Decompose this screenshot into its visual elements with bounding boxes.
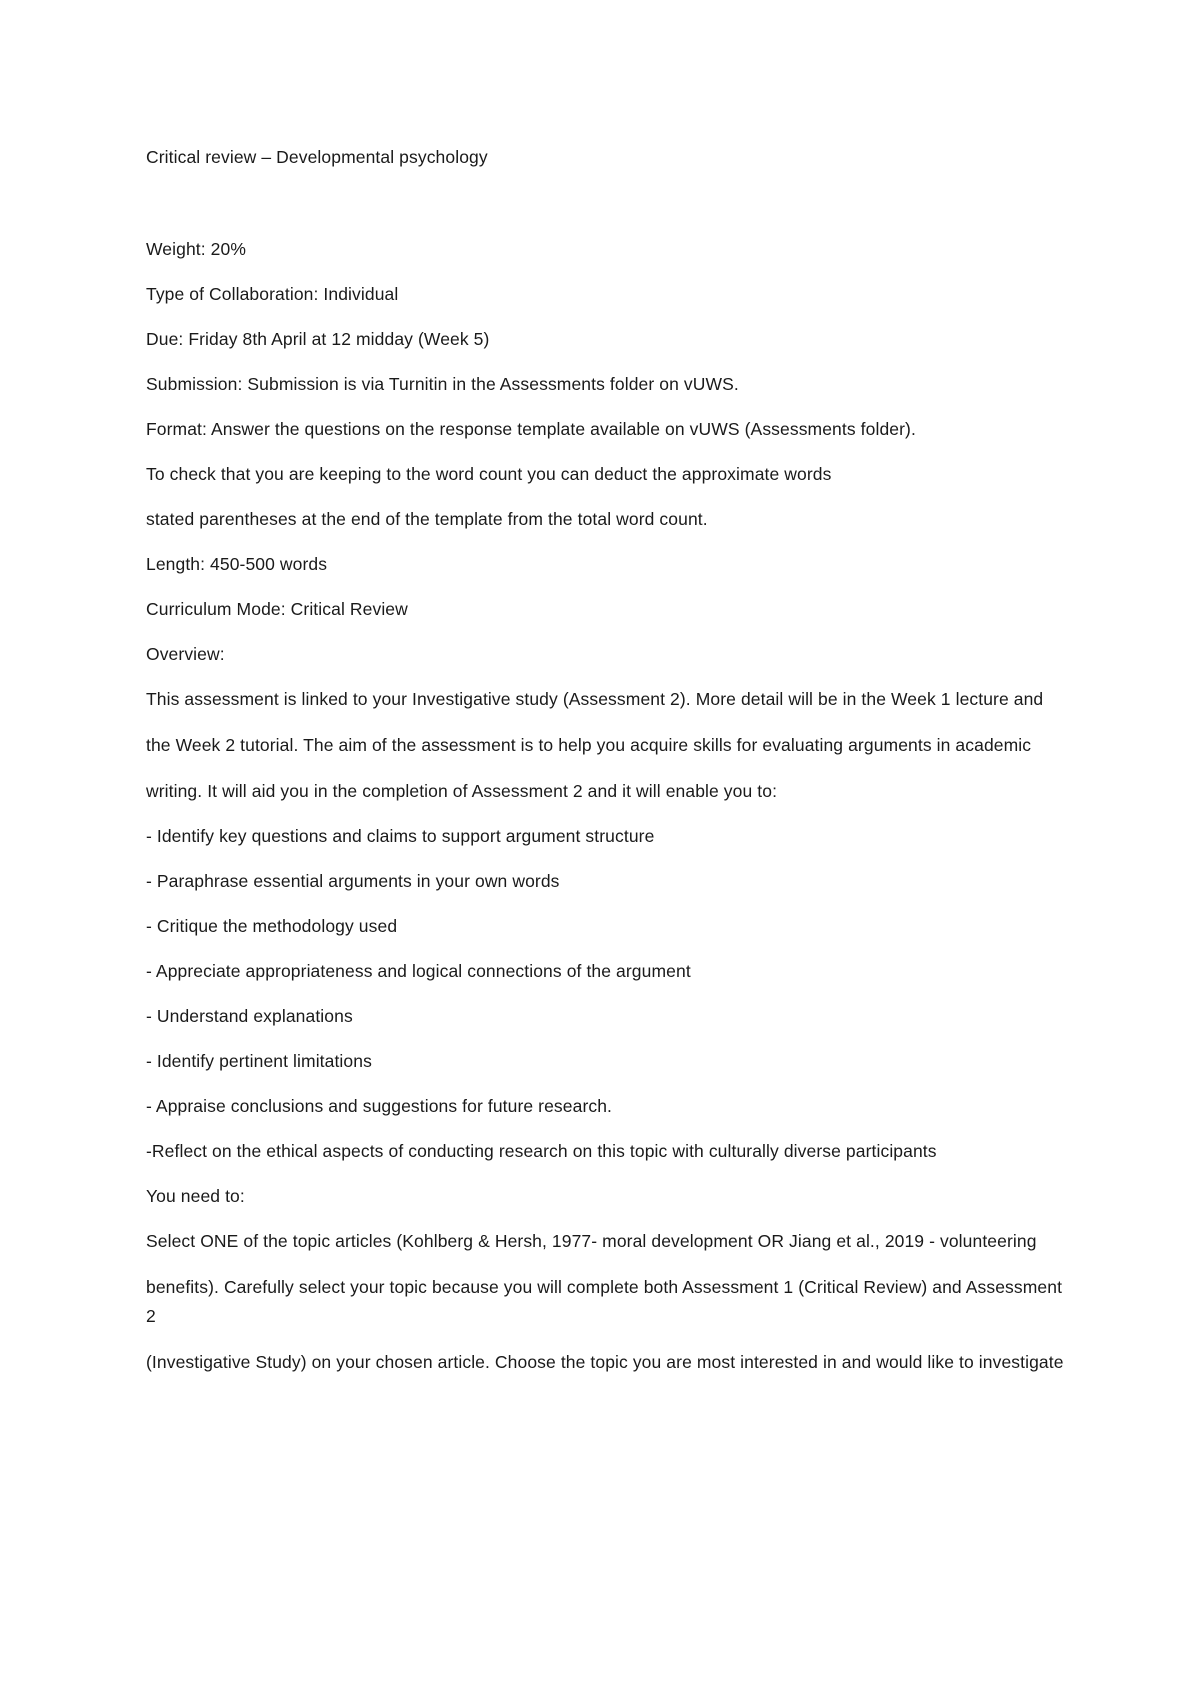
- list-item: - Critique the methodology used: [146, 916, 398, 936]
- detail-word-count-note: To check that you are keeping to the word count you can deduct the approximate words: [146, 464, 832, 484]
- list-item: - Identify key questions and claims to support argument structure: [146, 826, 655, 846]
- you-need-to-heading: You need to:: [146, 1186, 245, 1206]
- list-item: - Understand explanations: [146, 1006, 353, 1026]
- overview-paragraph-2: the Week 2 tutorial. The aim of the assessment is to help you acquire skills for evaluating arguments in academic: [146, 735, 1032, 755]
- instruction-paragraph-1: Select ONE of the topic articles (Kohlberg & Hersh, 1977- moral development OR Jiang et al., 2019 - volunteering: [146, 1231, 1037, 1251]
- detail-submission: Submission: Submission is via Turnitin in the Assessments folder on vUWS.: [146, 374, 739, 394]
- list-item: -Reflect on the ethical aspects of conducting research on this topic with culturally diverse participants: [146, 1141, 937, 1161]
- instruction-paragraph-2: benefits). Carefully select your topic because you will complete both Assessment 1 (Critical Review) and Assessment 2: [146, 1277, 1063, 1326]
- document-body: [146, 143, 1071, 1377]
- overview-paragraph-1: This assessment is linked to your Investigative study (Assessment 2). More detail will be in the Week 1 lecture and: [146, 689, 1044, 709]
- detail-word-count-note-cont: stated parentheses at the end of the template from the total word count.: [146, 509, 708, 529]
- detail-collaboration: Type of Collaboration: Individual: [146, 284, 399, 304]
- detail-curriculum-mode: Curriculum Mode: Critical Review: [146, 599, 408, 619]
- list-item: - Appreciate appropriateness and logical connections of the argument: [146, 961, 691, 981]
- overview-paragraph-3: writing. It will aid you in the completion of Assessment 2 and it will enable you to:: [146, 781, 778, 801]
- detail-format: Format: Answer the questions on the response template available on vUWS (Assessments folder).: [146, 419, 916, 439]
- detail-due: Due: Friday 8th April at 12 midday (Week 5): [146, 329, 490, 349]
- detail-weight: Weight: 20%: [146, 239, 246, 259]
- list-item: - Paraphrase essential arguments in your own words: [146, 871, 560, 891]
- list-item: - Appraise conclusions and suggestions for future research.: [146, 1096, 613, 1116]
- overview-heading: Overview:: [146, 644, 225, 664]
- instruction-paragraph-3: (Investigative Study) on your chosen article. Choose the topic you are most interested in and would like to investigate: [146, 1352, 1064, 1372]
- document-title: Critical review – Developmental psychology: [146, 147, 488, 167]
- detail-length: Length: 450-500 words: [146, 554, 328, 574]
- list-item: - Identify pertinent limitations: [146, 1051, 372, 1071]
